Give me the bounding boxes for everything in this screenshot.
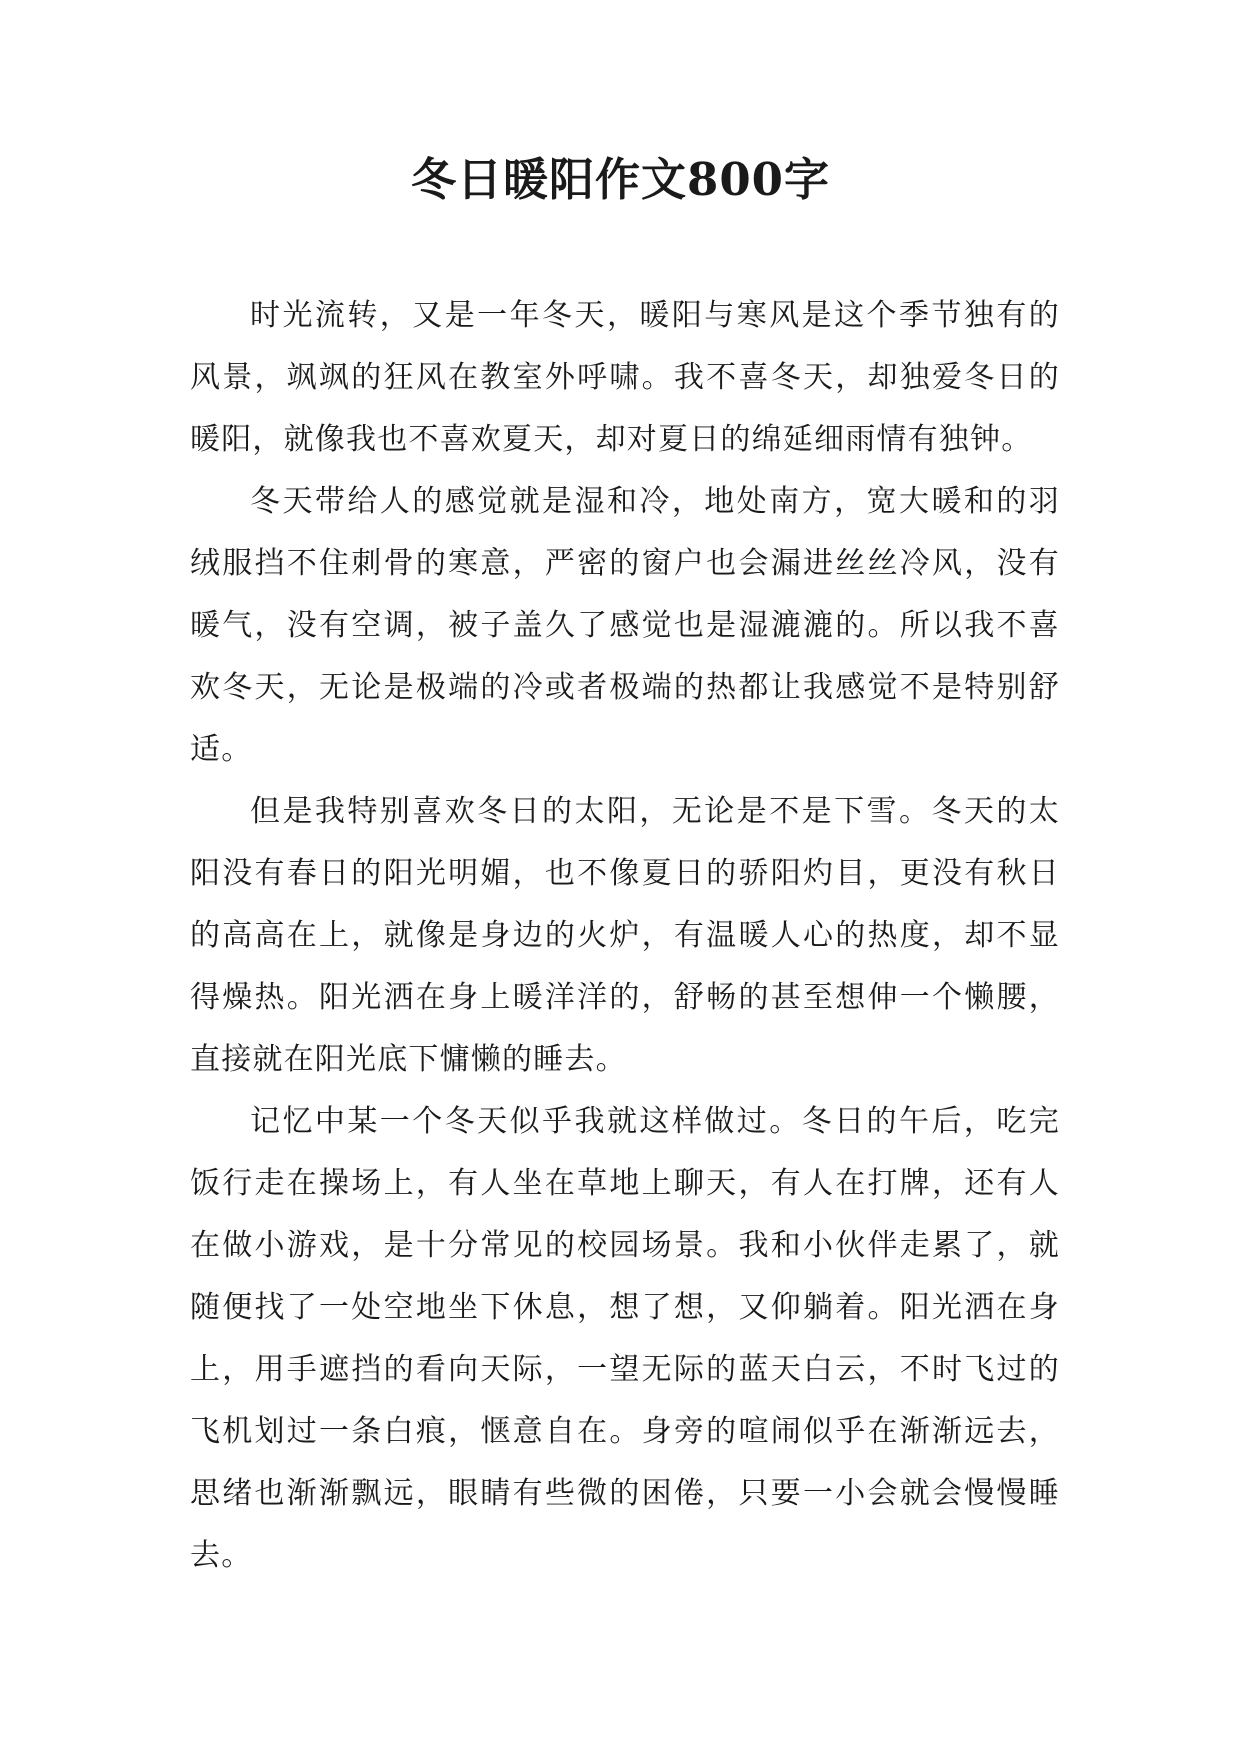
document-title: 冬日暖阳作文800字 xyxy=(411,153,830,206)
paragraph: 冬天带给人的感觉就是湿和冷，地处南方，宽大暖和的羽绒服挡不住刺骨的寒意，严密的窗户也会漏进丝丝冷风，没有暖气，没有空调，被子盖久了感觉也是湿漉漉的。所以我不喜欢冬天，无论是极端的冷或者极端的热都让我感觉不是特别舒适。 xyxy=(190,484,1060,767)
paragraph: 记忆中某一个冬天似乎我就这样做过。冬日的午后，吃完饭行走在操场上，有人坐在草地上聊天，有人在打牌，还有人在做小游戏，是十分常见的校园场景。我和小伙伴走累了，就随便找了一处空地坐下休息，想了想，又仰躺着。阳光洒在身上，用手遮挡的看向天际，一望无际的蓝天白云，不时飞过的飞机划过一条白痕，惬意自在。身旁的喧闹似乎在渐渐远去，思绪也渐渐飘远，眼睛有些微的困倦，只要一小会就会慢慢睡去。 xyxy=(190,1104,1060,1573)
paragraph: 时光流转，又是一年冬天，暖阳与寒风是这个季节独有的风景，飒飒的狂风在教室外呼啸。我不喜冬天，却独爱冬日的暖阳，就像我也不喜欢夏天，却对夏日的绵延细雨情有独钟。 xyxy=(190,298,1060,457)
document-body xyxy=(190,285,1060,1587)
paragraph: 但是我特别喜欢冬日的太阳，无论是不是下雪。冬天的太阳没有春日的阳光明媚，也不像夏日的骄阳灼目，更没有秋日的高高在上，就像是身边的火炉，有温暖人心的热度，却不显得燥热。阳光洒在身上暖洋洋的，舒畅的甚至想伸一个懒腰，直接就在阳光底下慵懒的睡去。 xyxy=(190,794,1060,1077)
